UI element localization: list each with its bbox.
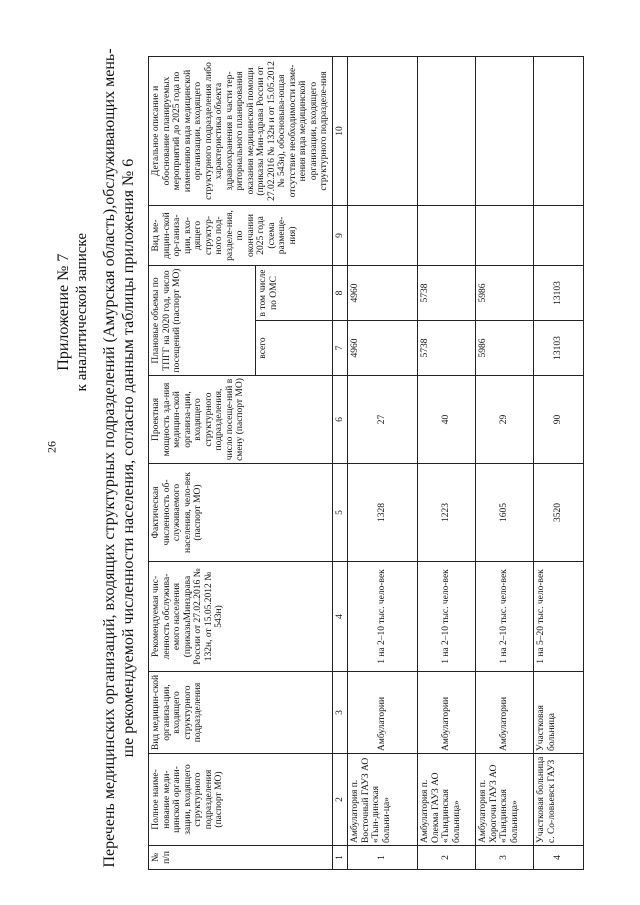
- description: [418, 56, 476, 205]
- recommended-population: 1 на 5–20 тыс. чело-век: [534, 562, 584, 672]
- org-name: Участковая больница с. Со-ловьевск ГАУЗ: [534, 754, 584, 846]
- org-type: Участковая больница: [534, 672, 584, 754]
- table-row: [476, 56, 534, 869]
- type-2025: [348, 205, 418, 265]
- page-number: 26: [44, 441, 59, 453]
- description: [348, 56, 418, 205]
- appendix-subtitle: к аналитической записке: [74, 233, 90, 392]
- header-org-name: Полное наиме-нование меди-цинской органи-зации, входящего структурного подразделения (паспорт МО): [149, 754, 333, 846]
- table-row: [534, 56, 584, 869]
- planned-total: 13103: [534, 321, 584, 376]
- column-number: 3: [332, 672, 348, 754]
- planned-oms: 5986: [476, 265, 534, 320]
- type-2025: [418, 205, 476, 265]
- rotated-page-content: [48, 28, 593, 888]
- type-2025: [534, 205, 584, 265]
- design-capacity: 90: [534, 376, 584, 464]
- planned-oms: 13103: [534, 265, 584, 320]
- planned-total: 5738: [418, 321, 476, 376]
- org-type: Амбулатории: [418, 672, 476, 754]
- column-number-row: [332, 56, 348, 869]
- recommended-population: 1 на 2–10 тыс. чело-век: [348, 562, 418, 672]
- org-type: Амбулатории: [348, 672, 418, 754]
- column-number: 2: [332, 754, 348, 846]
- description: [476, 56, 534, 205]
- column-number: 4: [332, 562, 348, 672]
- header-design-capacity: Проектная мощность зда-ния медицин-ской организа-ции, входящего структурного подразделения, число посеще-ний в смену (паспорт МО): [149, 376, 333, 464]
- table-header-row: [149, 56, 256, 869]
- planned-oms: 4960: [348, 265, 418, 320]
- header-actual-population: Фактическая численность об-служиваемого населения, чело-век (паспорт МО): [149, 464, 333, 562]
- document-title-line-2: ше рекомендуемой численности населения, согласно данным таблицы приложения № 6: [120, 158, 137, 758]
- actual-population: 1605: [476, 464, 534, 562]
- header-org-type: Вид медицин-ской организа-ции, входящего структурного подразделения: [149, 672, 333, 754]
- design-capacity: 27: [348, 376, 418, 464]
- column-number: 7: [332, 321, 348, 376]
- org-name: Амбулатория п. Восточный ГАУЗ АО «Тын-динская больни-ца»: [348, 754, 418, 846]
- header-oms: в том числе по ОМС: [256, 265, 332, 320]
- actual-population: 3520: [534, 464, 584, 562]
- header-planned-volumes: Плановые объемы по ТПГГ на 2020 год, число посещений (паспорт МО): [149, 265, 256, 375]
- org-type: Амбулатории: [476, 672, 534, 754]
- row-number: 1: [348, 846, 418, 870]
- description: [534, 56, 584, 205]
- org-name: Амбулатория п. Хорогочи ГАУЗ АО «Тындинская больница»: [476, 754, 534, 846]
- organizations-table: [148, 56, 584, 870]
- planned-oms: 5738: [418, 265, 476, 320]
- header-recommended-population: Рекомендуемая чис-ленность обслужива-емого населения (приказыМинздрава России от 27.02.2016 № 132н, от 15.05.2012 № 543н): [149, 562, 333, 672]
- column-number: 1: [332, 846, 348, 870]
- recommended-population: 1 на 2–10 тыс. чело-век: [418, 562, 476, 672]
- document-title-line-1: Перечень медицинских организаций, входящих структурных подразделений (Амурская область),обслуживающих мень-: [101, 48, 118, 868]
- type-2025: [476, 205, 534, 265]
- column-number: 9: [332, 205, 348, 265]
- header-description: Детальное описание и обоснование планируемых мероприятий до 2025 года по изменению вида медицинской организации, входящего структурного подразделения либо характеристика объекта здравоохранения в части тер-риториального планирования оказания медицинской помощи (приказы Мин-здрава России от 27.02.2016 № 132н и от 15.05.2012 № 543н), обосновыва-ющая отсутствие необходимости изме-нения вида медицинской организации, входящего структурного подразделе-ния: [149, 56, 333, 205]
- table-row: [348, 56, 418, 869]
- document-title: [100, 48, 138, 868]
- column-number: 5: [332, 464, 348, 562]
- recommended-population: 1 на 2–10 тыс. чело-век: [476, 562, 534, 672]
- org-name: Амбулатория п. Олекма ГАУЗ АО «Тындинская больница»: [418, 754, 476, 846]
- column-number: 10: [332, 56, 348, 205]
- appendix-title: Приложение № 7: [55, 253, 72, 371]
- design-capacity: 29: [476, 376, 534, 464]
- actual-population: 1328: [348, 464, 418, 562]
- header-type-2025: Вид ме-дицин-ской ор-ганиза-ции, вхо-дящего структур-ного под-разделе-ния, по окончании 2025 года (схема размеще-ния): [149, 205, 333, 265]
- planned-total: 4960: [348, 321, 418, 376]
- column-number: 6: [332, 376, 348, 464]
- row-number: 4: [534, 846, 584, 870]
- column-number: 8: [332, 265, 348, 320]
- table-row: [418, 56, 476, 869]
- actual-population: 1223: [418, 464, 476, 562]
- planned-total: 5986: [476, 321, 534, 376]
- row-number: 3: [476, 846, 534, 870]
- appendix-header: [54, 233, 92, 391]
- header-number: № п/п: [149, 846, 333, 870]
- row-number: 2: [418, 846, 476, 870]
- header-total: всего: [256, 321, 332, 376]
- design-capacity: 40: [418, 376, 476, 464]
